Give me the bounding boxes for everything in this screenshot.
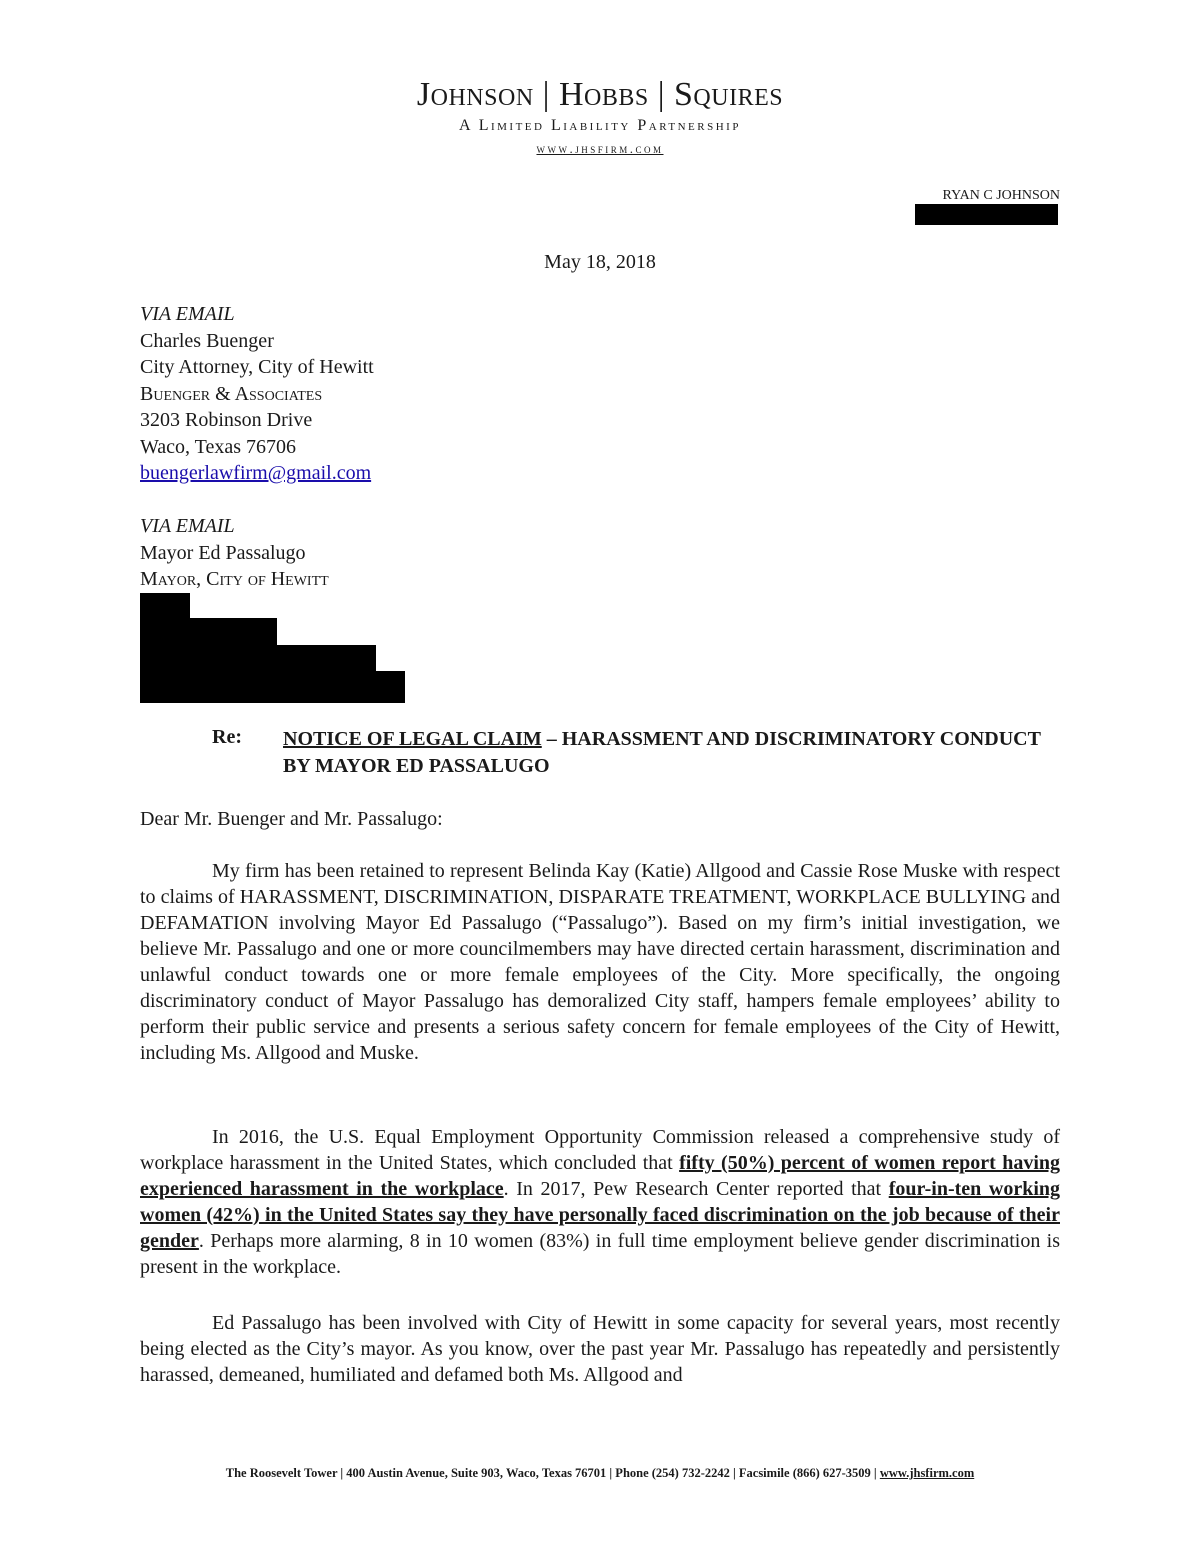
subject-underlined: NOTICE OF LEGAL CLAIM [283,728,542,750]
recipient-city: Waco, Texas 76706 [140,435,297,458]
recipient-street: 3203 Robinson Drive [140,409,313,431]
body-paragraph-3 [140,1310,1060,1388]
via-email-label: VIA EMAIL [140,515,235,537]
paragraph-text: Ed Passalugo has been involved with City of Hewitt in some capacity for several years, most recently being elected as the City’s mayor. As you know, over the past year Mr. Passalugo has repeatedly and persistently harassed, demeaned, humiliated and defamed both Ms. Allgood and [140,1312,1060,1386]
paragraph-segment: . In 2017, Pew Research Center reported that [503,1178,889,1200]
firm-subtitle: A Limited Liability Partnership [459,117,741,134]
recipient-name: Charles Buenger [140,329,274,352]
body-paragraph-2 [140,1124,1060,1280]
redaction-block [140,671,405,703]
paragraph-segment: In 2016, the U.S. Equal Employment Opportunity Commission released a comprehensive study of workplace harassment in the United States, which concluded that [140,1126,1060,1174]
paragraph-segment: . Perhaps more alarming, 8 in 10 women (83%) in full time employment believe gender discrimination is present in the workplace. [140,1230,1060,1278]
redaction-block [915,204,1058,225]
firm-name: Johnson | Hobbs | Squires [416,76,784,113]
recipient-block-1 [140,301,374,487]
paragraph-text [140,1124,1060,1280]
via-email-label: VIA EMAIL [140,303,235,325]
recipient-title: Mayor, City of Hewitt [140,568,329,590]
recipient-title: City Attorney, City of Hewitt [140,356,374,378]
emphasis-statistic-2: four-in-ten working women (42%) in the United States say they have personally faced discrimination on the job because of their gender [140,1178,1061,1252]
salutation: Dear Mr. Buenger and Mr. Passalugo: [140,808,443,830]
letter-date: May 18, 2018 [544,251,656,273]
firm-website-text[interactable]: www.jhsfirm.com [536,141,664,156]
paragraph-text: My firm has been retained to represent Belinda Kay (Katie) Allgood and Cassie Rose Muske with respect to claims of HARASSMENT, DISCRIMINATION, DISPARATE TREATMENT, WORKPLACE BULLYING and DEFAMATION involving Mayor Ed Passalugo (“Passalugo”). Based on my firm’s initial investigation, we believe Mr. Passalugo and one or more councilmembers may have directed certain harassment, discrimination and unlawful conduct towards one or more female employees of the City. More specifically, the ongoing discriminatory conduct of Mayor Passalugo has demoralized City staff, hampers female employees’ ability to perform their public service and presents a serious safety concern for female employees of the City of Hewitt, including Ms. Allgood and Muske. [140,860,1060,1064]
attorney-name: RYAN C JOHNSON [942,188,1060,203]
recipient-firm: Buenger & Associates [140,382,323,405]
footer-website-link[interactable]: www.jhsfirm.com [879,1466,975,1480]
recipient-block-2 [140,513,329,593]
subject-line [283,726,1063,780]
subject-label: Re: [212,726,242,748]
emphasis-statistic-1: fifty (50%) percent of women report having experienced harassment in the workplace [140,1152,1061,1200]
firm-website[interactable] [0,141,1200,157]
recipient-email-link[interactable]: buengerlawfirm@gmail.com [140,462,372,484]
recipient-name: Mayor Ed Passalugo [140,541,306,564]
body-paragraph-1 [140,858,1060,1066]
subject-rest: – HARASSMENT AND DISCRIMINATORY CONDUCT BY MAYOR ED PASSALUGO [283,728,1041,777]
footer-address: The Roosevelt Tower | 400 Austin Avenue, Suite 903, Waco, Texas 76701 | Phone (254) 732-2242 | Facsimile (866) 627-3509 | [225,1466,880,1480]
letter-footer [0,1466,1200,1481]
